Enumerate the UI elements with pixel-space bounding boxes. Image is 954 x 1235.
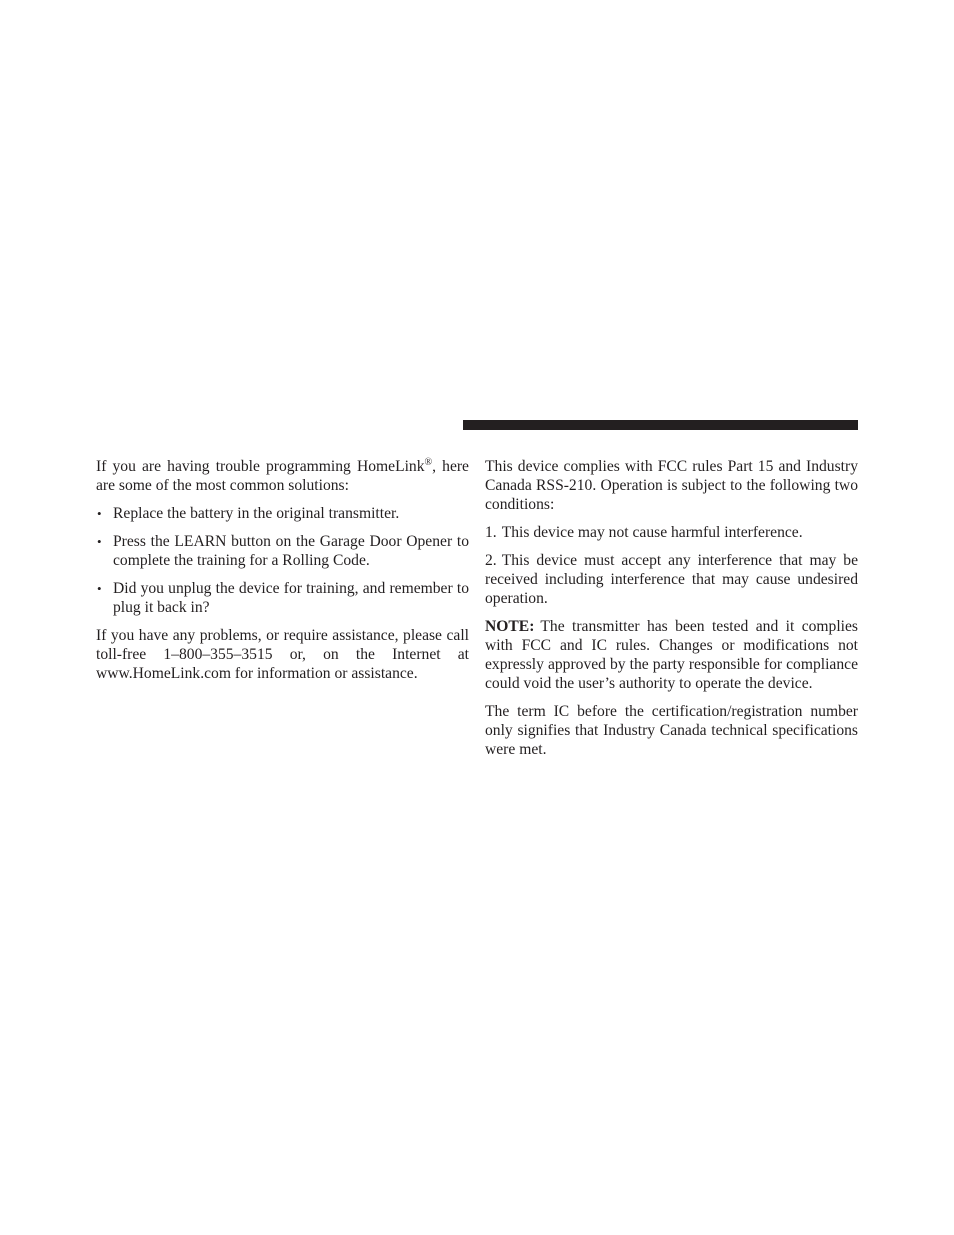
note-paragraph: NOTE: The transmitter has been tested and it complies with FCC and IC rules. Changes or modifications not expressly approved by the party responsible for compliance could void the user’s authority to operate the device. xyxy=(485,618,858,692)
intro-paragraph: If you are having trouble programming HomeLink®, here are some of the most common solutions: xyxy=(96,456,469,494)
registered-mark: ® xyxy=(424,456,433,468)
note-label: NOTE: xyxy=(485,618,535,635)
list-item: • Did you unplug the device for training, and remember to plug it back in? xyxy=(97,580,469,616)
condition-item: 1. This device may not cause harmful interference. xyxy=(485,524,803,541)
list-item: • Replace the battery in the original transmitter. xyxy=(97,505,400,522)
solutions-list xyxy=(96,504,469,617)
ic-paragraph: The term IC before the certification/registration number only signifies that Industry Canada technical specifications were met. xyxy=(485,703,858,758)
right-column xyxy=(485,457,858,768)
assistance-paragraph: If you have any problems, or require assistance, please call toll-free 1–800–355–3515 or, on the Internet at www.HomeLink.com for information or assistance. xyxy=(96,627,469,682)
bullet-icon: • xyxy=(97,506,102,521)
list-item: • Press the LEARN button on the Garage Door Opener to complete the training for a Rolling Code. xyxy=(97,533,469,569)
condition-item: 2. This device must accept any interference that may be received including interference that may cause undesired operation. xyxy=(485,552,858,607)
bullet-icon: • xyxy=(97,534,102,549)
fcc-intro-paragraph: This device complies with FCC rules Part 15 and Industry Canada RSS-210. Operation is subject to the following two conditions: xyxy=(485,458,858,513)
left-column xyxy=(96,457,469,692)
section-header-bar xyxy=(463,420,858,430)
bullet-icon: • xyxy=(97,581,102,596)
